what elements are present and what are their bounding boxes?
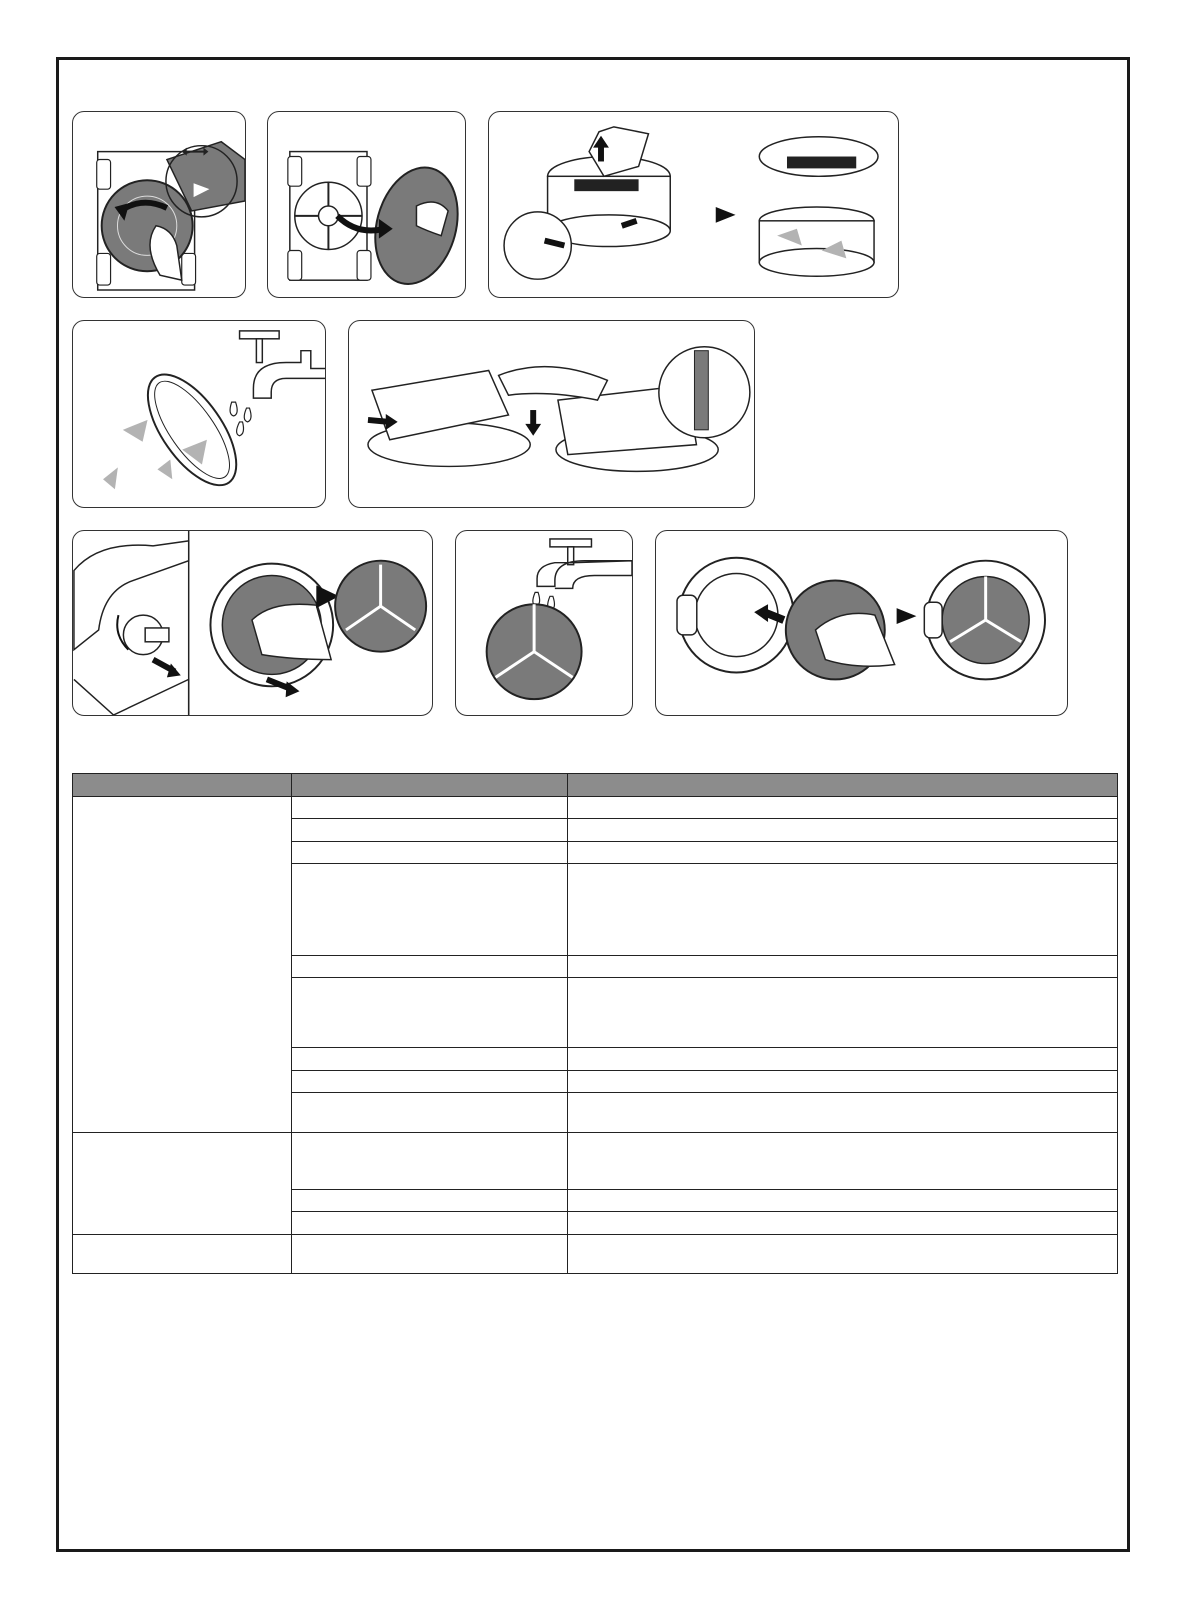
rinse-frame-illustration [73, 321, 325, 507]
solution-cell [568, 1212, 1118, 1235]
solution-cell [568, 1190, 1118, 1212]
solution-cell [568, 1071, 1118, 1093]
cause-cell [292, 797, 568, 819]
pump-filter-removal-illustration [73, 531, 432, 715]
step-panel-reinstall-pump-filter [655, 530, 1068, 716]
troubleshooting-table [72, 773, 1118, 1274]
cause-cell [292, 1212, 568, 1235]
solution-cell [568, 1048, 1118, 1071]
step-panel-remove-filter-basket [267, 111, 466, 298]
cause-cell [292, 956, 568, 978]
solution-cell [568, 1093, 1118, 1133]
step-panel-rinse-filter-frame [72, 320, 326, 508]
cause-cell [292, 819, 568, 842]
problem-cell [73, 797, 292, 1133]
header-problem [73, 774, 292, 797]
header-solution [568, 774, 1118, 797]
solution-cell [568, 842, 1118, 864]
filter-removal-illustration [268, 112, 465, 297]
cause-cell [292, 1133, 568, 1190]
problem-cell [73, 1133, 292, 1235]
step-panel-remove-pump-filter [72, 530, 433, 716]
cause-cell [292, 864, 568, 956]
header-cause [292, 774, 568, 797]
table-row [73, 797, 1118, 819]
robot-underside-illustration [73, 112, 245, 297]
filter-basket-open-illustration [489, 112, 898, 297]
cause-cell [292, 978, 568, 1048]
cause-cell [292, 1048, 568, 1071]
cause-cell [292, 1093, 568, 1133]
reinstall-pump-filter-illustration [656, 531, 1067, 715]
solution-cell [568, 819, 1118, 842]
table-row [73, 1133, 1118, 1190]
reassemble-illustration [349, 321, 754, 507]
problem-cell [73, 1235, 292, 1274]
solution-cell [568, 978, 1118, 1048]
step-panel-unlock-cover [72, 111, 246, 298]
step-panel-rinse-pump-filter [455, 530, 633, 716]
cause-cell [292, 842, 568, 864]
table-row [73, 1235, 1118, 1274]
step-panel-open-filter-basket [488, 111, 899, 298]
table-header-row [73, 774, 1118, 797]
cause-cell [292, 1190, 568, 1212]
cause-cell [292, 1235, 568, 1274]
solution-cell [568, 1235, 1118, 1274]
cause-cell [292, 1071, 568, 1093]
solution-cell [568, 797, 1118, 819]
rinse-pump-filter-illustration [456, 531, 632, 715]
solution-cell [568, 956, 1118, 978]
solution-cell [568, 1133, 1118, 1190]
step-panel-reassemble-filter-basket [348, 320, 755, 508]
solution-cell [568, 864, 1118, 956]
